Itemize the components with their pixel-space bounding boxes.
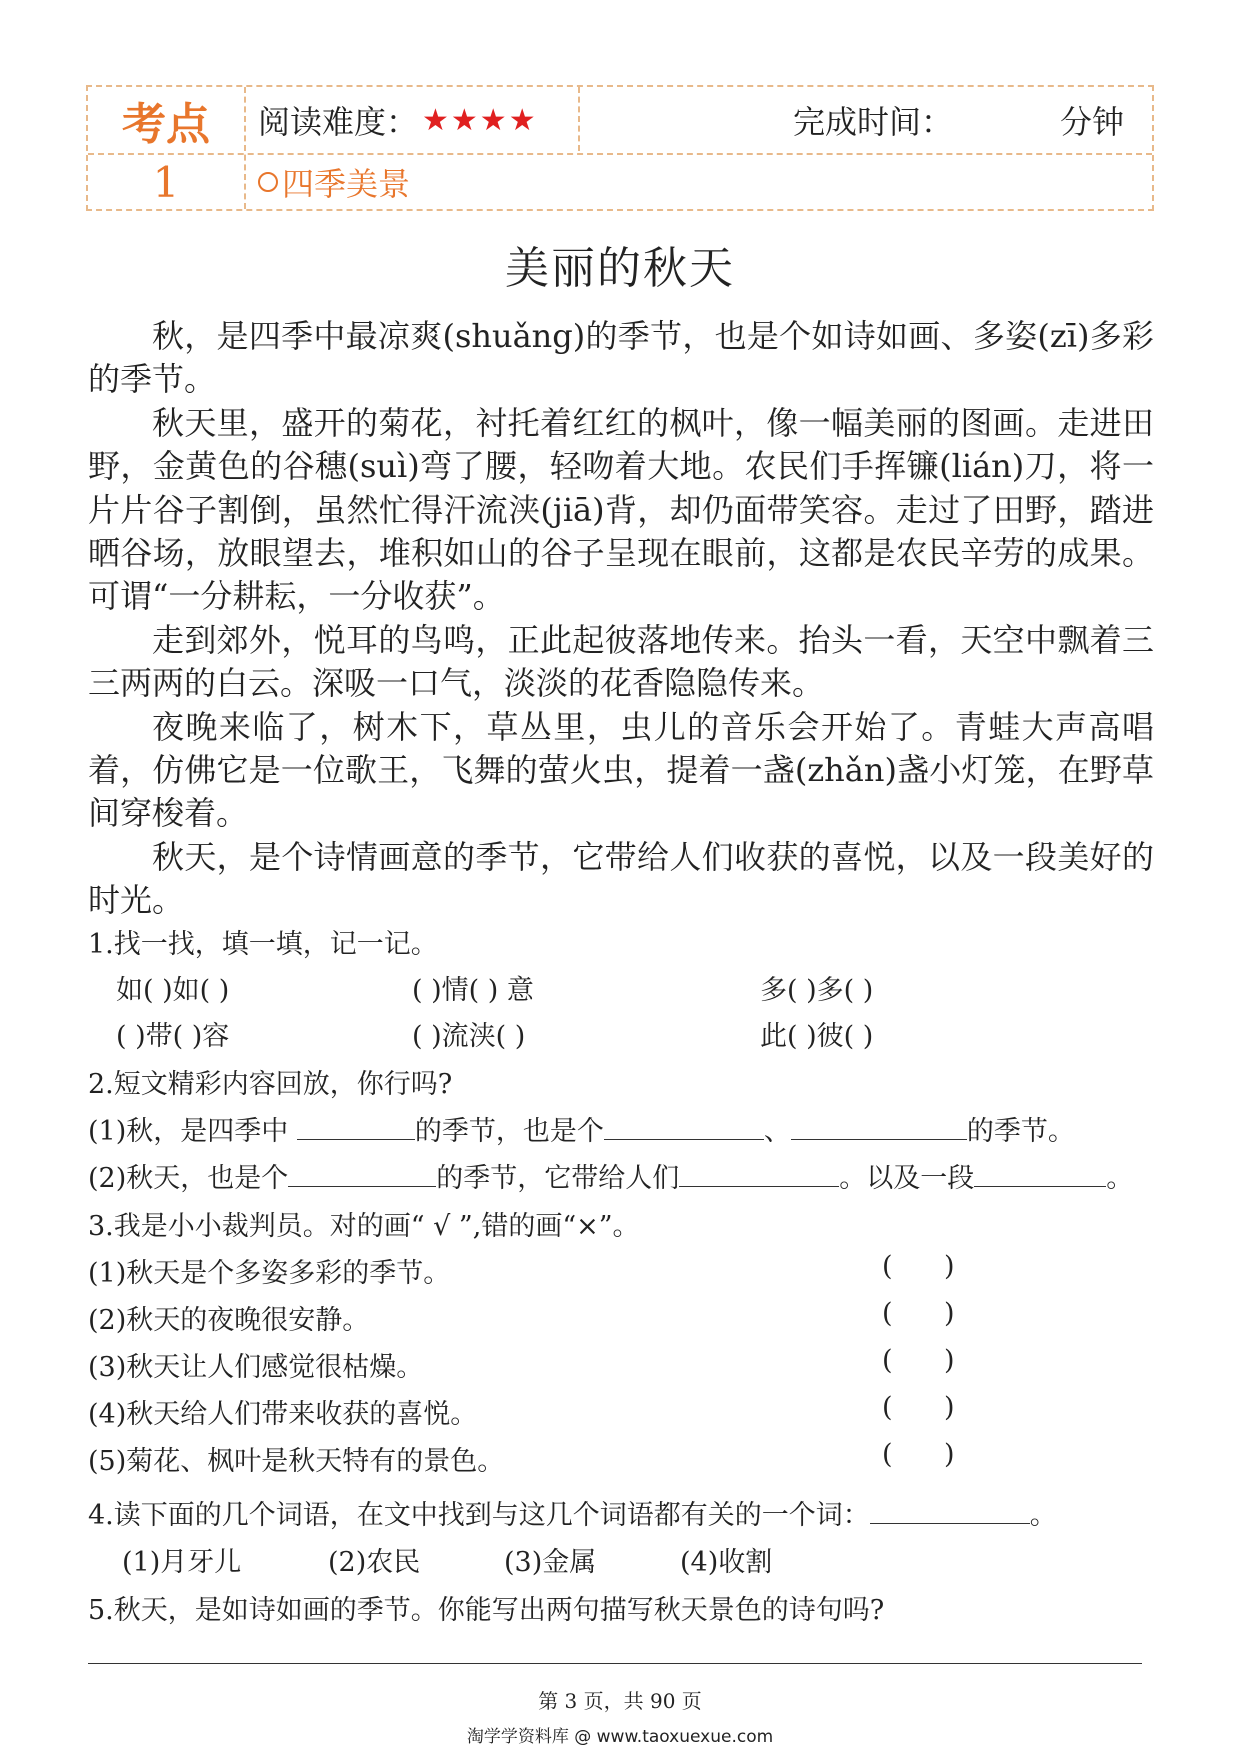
question-1-prompt: 1.找一找，填一填，记一记。 <box>88 929 438 960</box>
q2-s1-blank-3[interactable] <box>791 1115 967 1140</box>
question-2-prompt: 2.短文精彩内容回放，你行吗? <box>88 1069 453 1100</box>
q3-answer-4[interactable]: ( ) <box>882 1392 955 1423</box>
q3-item-2: (2)秋天的夜晚很安静。 <box>88 1305 370 1336</box>
q2-s2-text-b: 的季节，它带给人们 <box>436 1163 680 1194</box>
q2-s2-blank-3[interactable] <box>974 1162 1106 1187</box>
q4-option-1: (1)月牙儿 <box>122 1547 242 1578</box>
q4-option-3: (3)金属 <box>504 1547 597 1578</box>
q4-end: 。 <box>1029 1500 1057 1531</box>
difficulty-stars: ★★★★ <box>422 102 538 138</box>
q4-blank[interactable] <box>870 1499 1030 1524</box>
question-4 <box>88 1493 1057 1532</box>
q3-answer-1[interactable]: ( ) <box>882 1251 955 1282</box>
q4-option-2: (2)农民 <box>328 1547 421 1578</box>
paragraph-4: 夜晚来临了，树木下，草丛里，虫儿的音乐会开始了。青蛙大声高唱着，仿佛它是一位歌王，飞舞的萤火虫，提着一盏(zhǎn)盏小灯笼，在野草间穿梭着。 <box>88 707 1154 833</box>
question-5-prompt: 5.秋天，是如诗如画的季节。你能写出两句描写秋天景色的诗句吗? <box>88 1595 885 1626</box>
q2-s1-text-c: 、 <box>763 1116 791 1147</box>
site-watermark: 淘学学资料库 @ www.taoxuexue.com <box>466 1727 774 1747</box>
q2-s1-text-d: 的季节。 <box>966 1116 1075 1147</box>
q2-s1-text-a: (1)秋，是四季中 <box>88 1116 297 1147</box>
q3-item-4: (4)秋天给人们带来收获的喜悦。 <box>88 1399 478 1430</box>
q1-row2-col2[interactable]: ( )流浃( ) <box>412 1021 526 1052</box>
time-unit: 分钟 <box>1060 103 1125 141</box>
article-body <box>88 315 1154 923</box>
theme-cell <box>258 153 410 211</box>
q1-row1-col1[interactable]: 如( )如( ) <box>116 975 230 1006</box>
q1-row1-col3[interactable]: 多( )多( ) <box>760 975 874 1006</box>
q2-sentence-1 <box>88 1109 1075 1148</box>
header-table <box>86 85 1154 211</box>
time-label: 完成时间： <box>793 103 954 141</box>
difficulty-cell <box>258 87 578 153</box>
q4-prompt: 4.读下面的几个词语，在文中找到与这几个词语都有关的一个词： <box>88 1500 870 1531</box>
q2-s2-text-a: (2)秋天，也是个 <box>88 1163 289 1194</box>
q2-s1-blank-1[interactable] <box>297 1115 415 1140</box>
q1-row2-col3[interactable]: 此( )彼( ) <box>760 1021 874 1052</box>
q3-item-1: (1)秋天是个多姿多彩的季节。 <box>88 1258 451 1289</box>
q3-answer-3[interactable]: ( ) <box>882 1345 955 1376</box>
q2-s1-blank-2[interactable] <box>604 1115 764 1140</box>
theme-label: 四季美景 <box>282 165 411 203</box>
q3-item-5: (5)菊花、枫叶是秋天特有的景色。 <box>88 1446 505 1477</box>
q2-sentence-2 <box>88 1156 1133 1195</box>
q2-s1-text-b: 的季节，也是个 <box>414 1116 604 1147</box>
page-number: 第 3 页，共 90 页 <box>538 1689 702 1713</box>
q3-item-3: (3)秋天让人们感觉很枯燥。 <box>88 1352 424 1383</box>
q1-row1-col2[interactable]: ( )情( ) 意 <box>412 975 534 1006</box>
circle-icon <box>258 172 278 192</box>
article-title: 美丽的秋天 <box>505 243 735 294</box>
paragraph-2: 秋天里，盛开的菊花，衬托着红红的枫叶，像一幅美丽的图画。走进田野，金黄色的谷穗(suì)弯了腰，轻吻着大地。农民们手挥镰(lián)刀，将一片片谷子割倒，虽然忙得汗流浃(jiā)背，却仍面带笑容。走过了田野，踏进晒谷场，放眼望去，堆积如山的谷子呈现在眼前，这都是农民辛劳的成果。可谓“一分耕耘，一分收获”。 <box>88 403 1154 616</box>
q2-s2-text-d: 。 <box>1106 1163 1134 1194</box>
q3-answer-2[interactable]: ( ) <box>882 1298 955 1329</box>
paragraph-5: 秋天，是个诗情画意的季节，它带给人们收获的喜悦，以及一段美好的时光。 <box>88 837 1154 920</box>
question-3-prompt: 3.我是小小裁判员。对的画“ √ ”,错的画“×”。 <box>88 1211 640 1242</box>
kaodian-label: 考点 <box>122 99 210 150</box>
paragraph-3: 走到郊外，悦耳的鸟鸣，正此起彼落地传来。抬头一看，天空中飘着三三两两的白云。深吸一口气，淡淡的花香隐隐传来。 <box>88 620 1154 703</box>
q1-row2-col1[interactable]: ( )带( )容 <box>116 1021 230 1052</box>
q2-s2-text-c: 。以及一段 <box>839 1163 975 1194</box>
paragraph-1: 秋，是四季中最凉爽(shuǎng)的季节，也是个如诗如画、多姿(zī)多彩的季节。 <box>88 317 1154 399</box>
q4-option-4: (4)收割 <box>680 1547 773 1578</box>
q2-s2-blank-2[interactable] <box>679 1162 839 1187</box>
difficulty-label: 阅读难度： <box>258 103 419 141</box>
q2-s2-blank-1[interactable] <box>288 1162 436 1187</box>
topic-number: 1 <box>152 157 180 207</box>
q3-answer-5[interactable]: ( ) <box>882 1439 955 1470</box>
footer-divider <box>88 1663 1142 1664</box>
